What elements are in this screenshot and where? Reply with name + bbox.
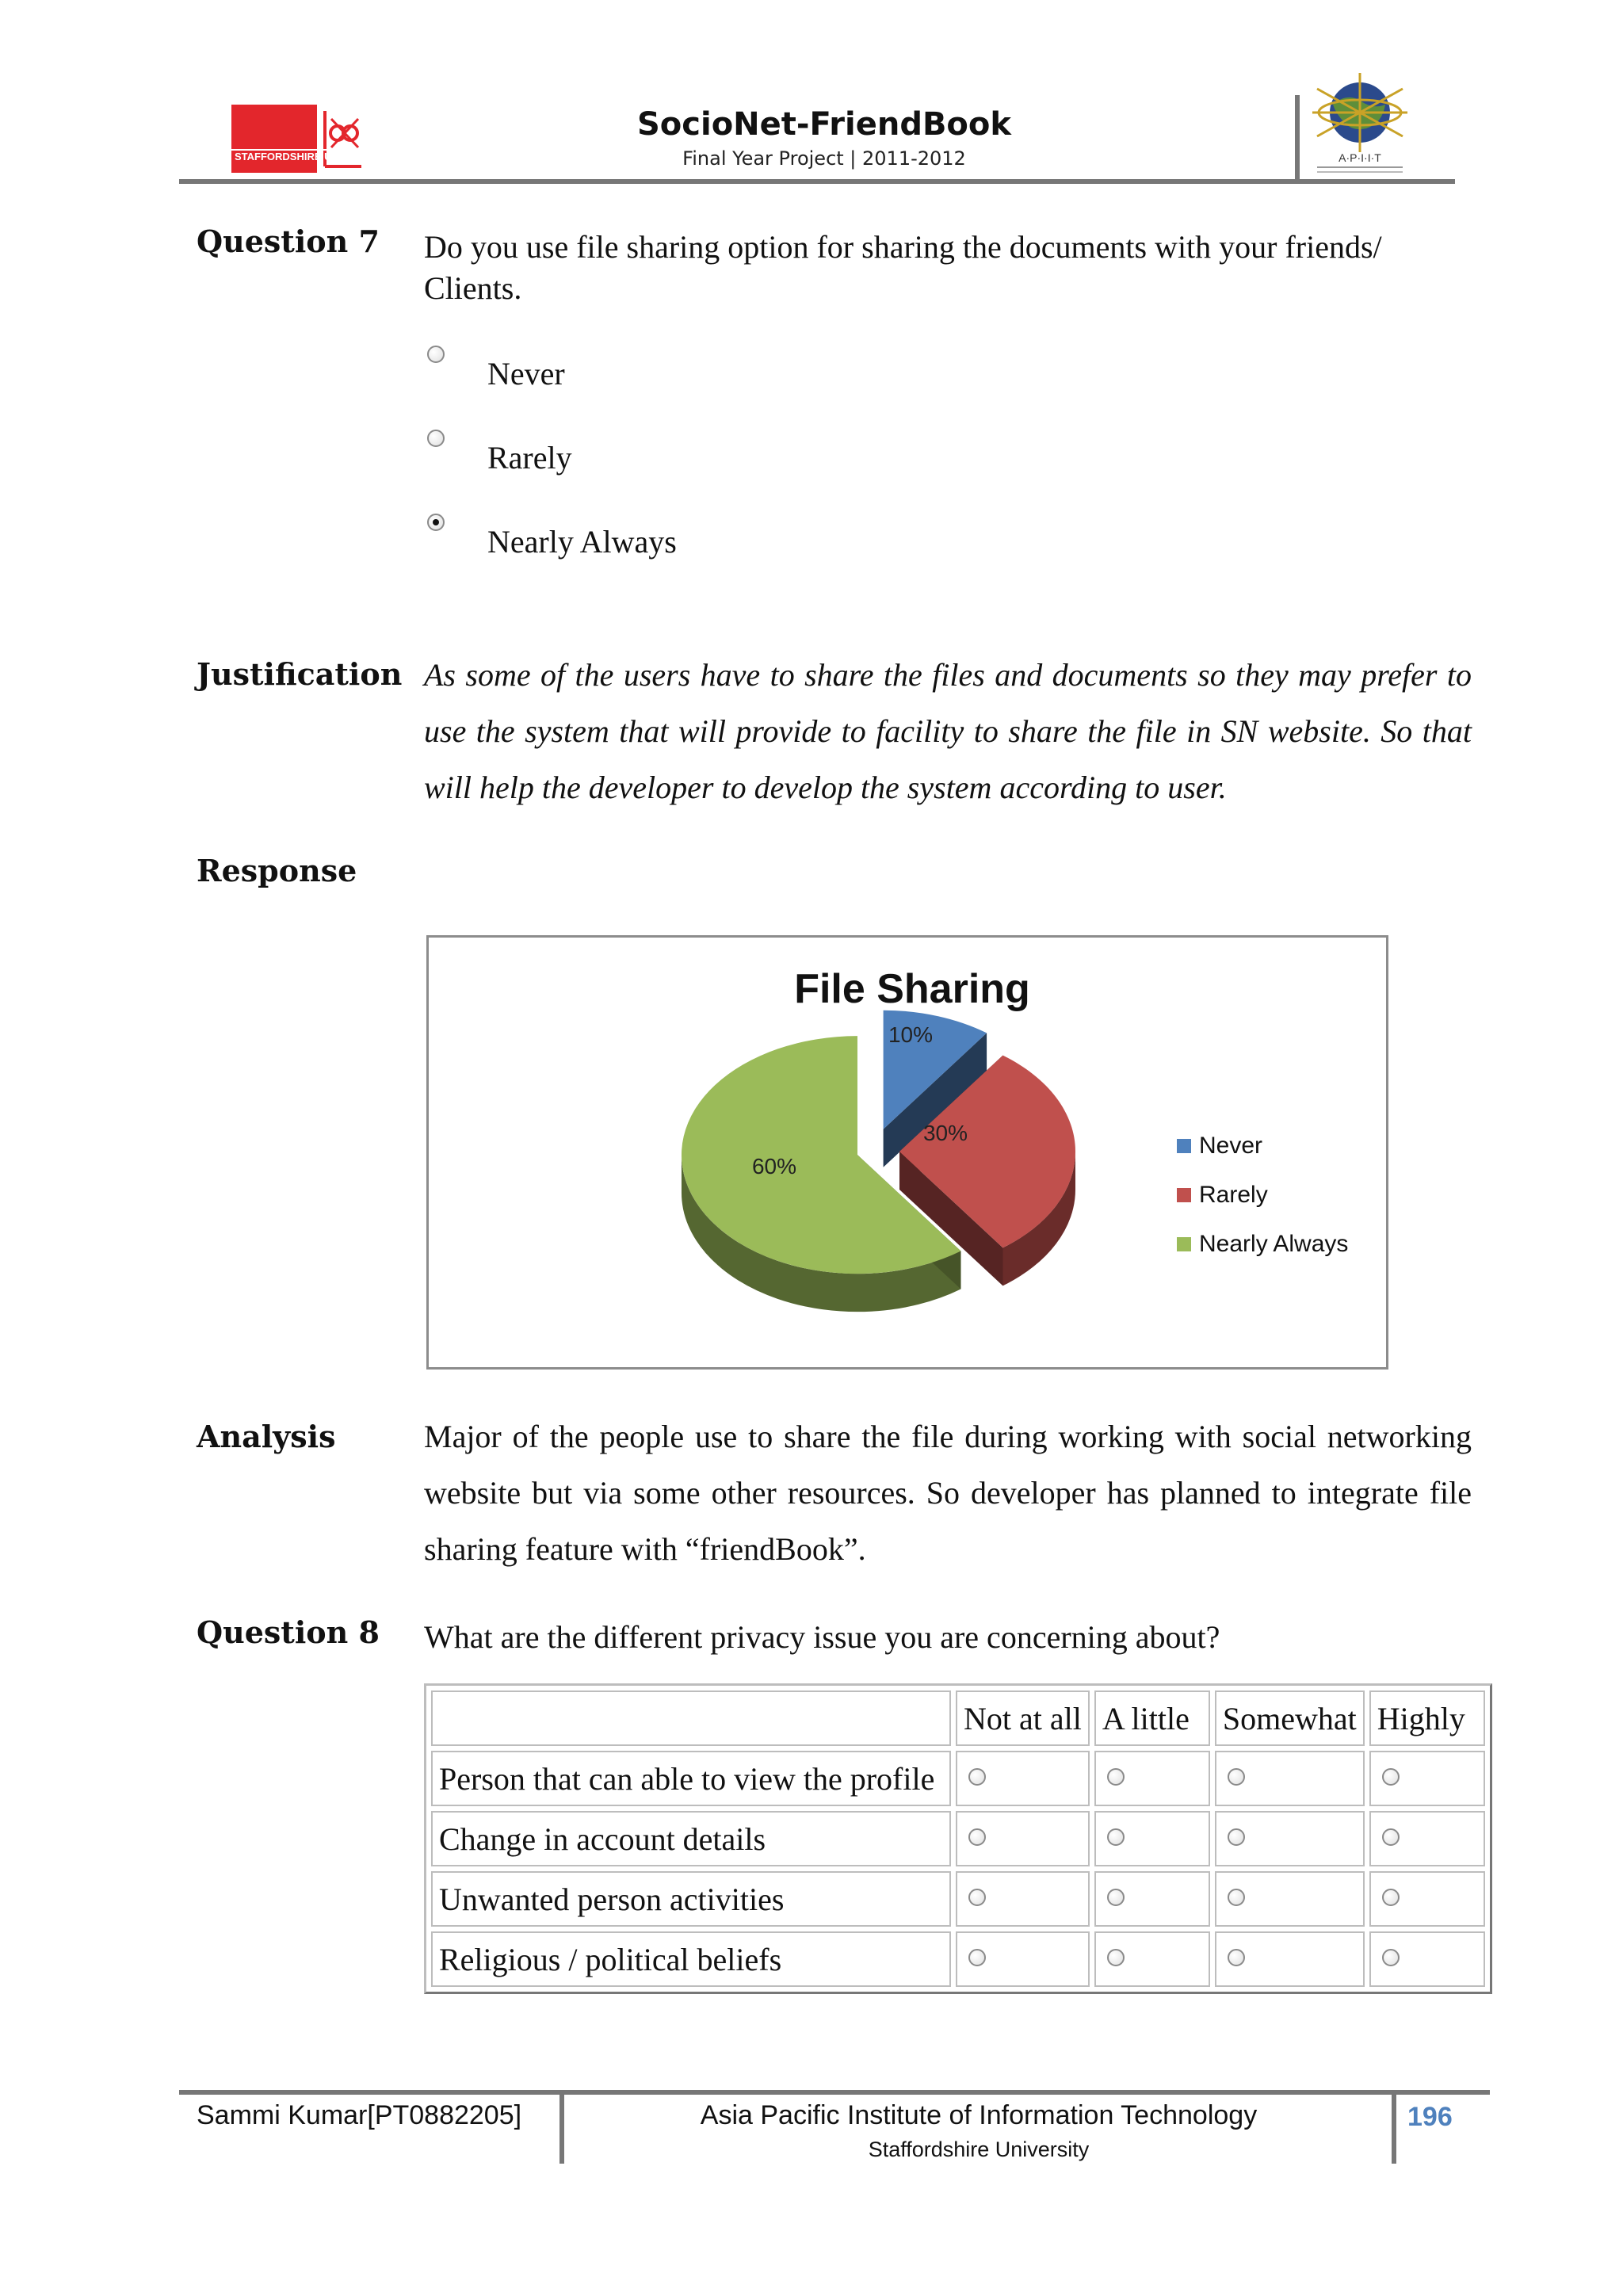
radio-highly[interactable]: [1382, 1949, 1400, 1966]
radio-nearly-always[interactable]: [427, 514, 445, 531]
table-header-row: [431, 1690, 1485, 1746]
row-label: Religious / political beliefs: [431, 1931, 951, 1987]
data-label: 30%: [922, 1121, 968, 1145]
column-header: Not at all: [956, 1690, 1090, 1746]
table-row: [431, 1871, 1485, 1927]
radio-a-little[interactable]: [1107, 1949, 1125, 1966]
file-sharing-chart: [426, 935, 1388, 1370]
page-number: 196: [1407, 2102, 1453, 2132]
header-divider: [1295, 95, 1300, 182]
document-title: SocioNet-FriendBook: [636, 106, 1011, 143]
radio-not-at-all[interactable]: [968, 1828, 986, 1846]
legend-swatch: [1177, 1139, 1191, 1153]
radio-somewhat[interactable]: [1228, 1949, 1245, 1966]
radio-not-at-all[interactable]: [968, 1889, 986, 1906]
table-row: [431, 1811, 1485, 1866]
privacy-matrix-table: [424, 1683, 1492, 1994]
footer-divider: [559, 2092, 564, 2164]
header-rule: [179, 179, 1455, 184]
chart-title: File Sharing: [794, 966, 1030, 1012]
radio-somewhat[interactable]: [1228, 1889, 1245, 1906]
question8-label: Question 8: [197, 1614, 380, 1650]
column-header: A little: [1094, 1690, 1210, 1746]
radio-never[interactable]: [427, 346, 445, 363]
document-subtitle: Final Year Project | 2011-2012: [682, 147, 966, 170]
justification-text: As some of the users have to share the files and documents so they may prefer to use the system that will provide to facility to share the file in SN website. So that will help the developer to develop the system according to user.: [424, 657, 1472, 805]
footer-author: Sammi Kumar[PT0882205]: [197, 2100, 522, 2130]
radio-highly[interactable]: [1382, 1768, 1400, 1786]
radio-highly[interactable]: [1382, 1828, 1400, 1846]
legend-entry: Rarely: [1199, 1182, 1268, 1208]
data-label: 60%: [751, 1154, 797, 1179]
radio-a-little[interactable]: [1107, 1828, 1125, 1846]
footer-rule: [179, 2090, 1490, 2095]
legend-swatch: [1177, 1188, 1191, 1202]
svg-text:A·P·I·I·T: A·P·I·I·T: [1338, 151, 1381, 164]
question7-text: Do you use file sharing option for sharing the documents with your friends/ Clients.: [424, 229, 1382, 306]
legend-entry: Never: [1199, 1133, 1263, 1159]
question8-text: What are the different privacy issue you are concerning about?: [424, 1619, 1220, 1655]
radio-not-at-all[interactable]: [968, 1768, 986, 1786]
pie-chart-svg: [429, 938, 1386, 1367]
staffordshire-university-logo: [231, 105, 387, 173]
data-label: 10%: [888, 1022, 934, 1047]
apiit-logo: [1309, 73, 1411, 179]
row-label: Person that can able to view the profile: [431, 1751, 951, 1806]
response-label: Response: [197, 853, 357, 888]
column-header: Somewhat: [1215, 1690, 1365, 1746]
radio-a-little[interactable]: [1107, 1889, 1125, 1906]
footer-institute: Asia Pacific Institute of Information Technology: [700, 2100, 1258, 2130]
radio-rarely[interactable]: [427, 430, 445, 447]
radio-a-little[interactable]: [1107, 1768, 1125, 1786]
radio-highly[interactable]: [1382, 1889, 1400, 1906]
table-row: [431, 1751, 1485, 1806]
question7-label: Question 7: [197, 223, 380, 259]
footer-university: Staffordshire University: [868, 2137, 1090, 2161]
table-row: [431, 1931, 1485, 1987]
column-header: Highly: [1369, 1690, 1485, 1746]
analysis-text: Major of the people use to share the file during working with social networking website but via some other resources. So developer has planned to integrate file sharing feature with “friendBook”.: [424, 1419, 1472, 1567]
table-corner-cell: [431, 1690, 951, 1746]
radio-somewhat[interactable]: [1228, 1828, 1245, 1846]
legend-entry: Nearly Always: [1199, 1231, 1349, 1257]
row-label: Unwanted person activities: [431, 1871, 951, 1927]
analysis-label: Analysis: [197, 1419, 336, 1454]
legend-swatch: [1177, 1237, 1191, 1251]
radio-somewhat[interactable]: [1228, 1768, 1245, 1786]
footer-divider: [1392, 2092, 1396, 2164]
row-label: Change in account details: [431, 1811, 951, 1866]
radio-not-at-all[interactable]: [968, 1949, 986, 1966]
justification-label: Justification: [197, 656, 403, 692]
svg-text:STAFFORDSHIRE UNIVERSITY: STAFFORDSHIRE UNIVERSITY: [235, 151, 387, 162]
